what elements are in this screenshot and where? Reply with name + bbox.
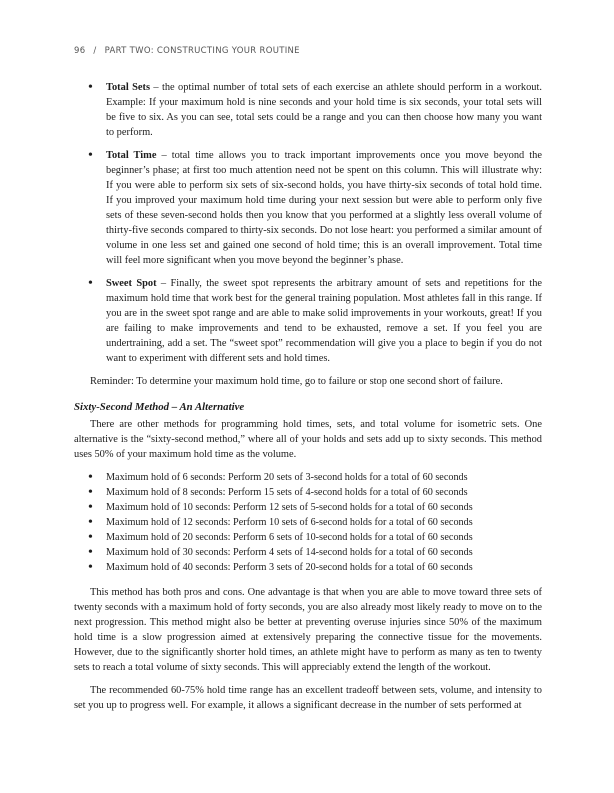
definition-term: Total Time [106,150,157,161]
reminder-paragraph: Reminder: To determine your maximum hold time, go to failure or stop one second short of failure. [90,376,503,387]
definition-text: – the optimal number of total sets of each exercise an athlete should perform in a workout. Example: If your maximum hold is nine seconds and your hold time is six seconds, your total sets will be five to six. As you can see, total sets could be a range and you can then choose how many you want to perform. [106,82,542,138]
list-item: • Maximum hold of 40 seconds: Perform 3 sets of 20-second holds for a total of 60 seconds [74,560,542,575]
list-item: • Maximum hold of 10 seconds: Perform 12 sets of 5-second holds for a total of 60 seconds [74,500,542,515]
list-item: • Maximum hold of 6 seconds: Perform 20 sets of 3-second holds for a total of 60 seconds [74,470,542,485]
intro-paragraph: There are other methods for programming hold times, sets, and total volume for isometric sets. One alternative is the “sixty-second method,” where all of your holds and sets add up to sixty seconds. This method uses 50% of your maximum hold time as the volume. [74,419,542,460]
definition-term: Sweet Spot [106,278,157,289]
list-item: • Maximum hold of 8 seconds: Perform 15 sets of 4-second holds for a total of 60 seconds [74,485,542,500]
definition-item-total-time [74,148,542,268]
pros-cons-paragraph: This method has both pros and cons. One advantage is that when you are able to move toward three sets of twenty seconds with a maximum hold of forty seconds, you are also already most likely ready to move on to the next progression. This method might also be better at preventing overuse injuries since 50% of the maximum hold time is a slow progression aimed at extensively preparing the connective tissue for the movements. However, due to the significantly shorter hold times, an athlete might have to perform as many as ten to twenty sets to reach a total volume of sixty seconds. This will appreciably extend the length of the workout. [74,587,542,673]
definition-text: – Finally, the sweet spot represents the arbitrary amount of sets and repetitions for the maximum hold time that work best for the general training population. Most athletes fall in this range. If you are in the sweet spot range and are able to make solid improvements in your workouts, great! If you are failing to make improvements and tend to be exhausted, remove a set. If you feel you are undertraining, add a set. The “sweet spot” recommendation will give you a place to begin if you do not want to experiment with different sets and hold times. [106,278,542,364]
definition-term: Total Sets [106,82,150,93]
definition-list [74,80,542,366]
page-number: 96 [74,46,86,56]
running-title: PART TWO: CONSTRUCTING YOUR ROUTINE [104,46,300,56]
definition-item-total-sets [74,80,542,140]
method-list [74,470,542,575]
list-item: • Maximum hold of 30 seconds: Perform 4 sets of 14-second holds for a total of 60 seconds [74,545,542,560]
recommended-range-paragraph: The recommended 60-75% hold time range has an excellent tradeoff between sets, volume, and intensity to set you up to progress well. For example, it allows a significant decrease in the number of sets performed at [74,685,542,711]
definition-item-sweet-spot [74,276,542,366]
running-header [74,46,300,56]
list-item: • Maximum hold of 20 seconds: Perform 6 sets of 10-second holds for a total of 60 seconds [74,530,542,545]
header-separator: / [93,46,97,56]
list-item: • Maximum hold of 12 seconds: Perform 10 sets of 6-second holds for a total of 60 seconds [74,515,542,530]
definition-text: – total time allows you to track important improvements once you move beyond the beginner’s phase; at first too much attention need not be spent on this column. This will illustrate why: If you were able to perform six sets of six-second holds, you have thirty-six seconds of total hold time. If you improved your maximum hold time during your next session but were able to perform only five sets of these seven-second holds then you know that you performed at a slightly less overall volume of thirty-five seconds compared to thirty-six seconds. Do not lose heart: you performed a similar amount of volume in one less set and gained one second of hold time; this is an overall improvement. Total time will feel more significant when you move beyond the beginner’s phase. [106,150,542,266]
section-heading: Sixty-Second Method – An Alternative [74,401,245,413]
page-body [74,80,542,721]
